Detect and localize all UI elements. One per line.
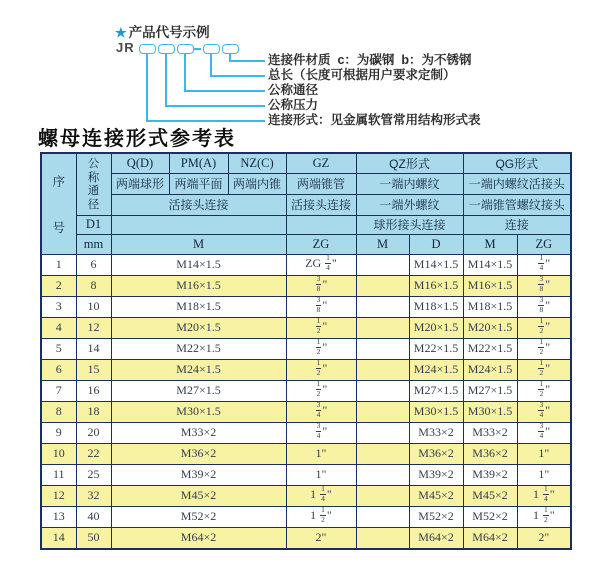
cell-seq: 1 (41, 254, 76, 275)
header-cell-m: M (111, 234, 286, 254)
header-cell-union_conn: 活接头连接 (111, 194, 286, 215)
cell-qz_m (356, 443, 409, 464)
table-row (41, 401, 571, 422)
cell-mm: 18 (76, 401, 111, 422)
table-row (41, 296, 571, 317)
cell-m: M52×2 (111, 506, 286, 527)
cell-m: M16×1.5 (111, 275, 286, 296)
header-cell-qz_m: M (356, 234, 409, 254)
cell-qg_m: M24×1.5 (463, 359, 517, 380)
header-cell-d1: D1 (76, 215, 111, 234)
table-row (41, 380, 571, 401)
cell-seq: 11 (41, 464, 76, 485)
table-row (41, 422, 571, 443)
cell-m: M33×2 (111, 422, 286, 443)
cell-qg_m: M36×2 (463, 443, 517, 464)
diagram-title-text: 产品代号示例 (128, 25, 210, 40)
cell-m: M14×1.5 (111, 254, 286, 275)
header-cell-qg_conn: 连接 (463, 215, 571, 234)
cell-qg_zg: $\frac{3}{4}$ " (517, 401, 571, 422)
cell-qg_zg: $\frac{1}{2}$ " (517, 338, 571, 359)
cell-gz: $\frac{1}{2}$ " (286, 317, 356, 338)
diagram-label-material: 连接件材质 c：为碳钢 b：为不锈钢 (268, 53, 472, 67)
cell-qz_d: M30×1.5 (409, 401, 463, 422)
cell-seq: 6 (41, 359, 76, 380)
table-row (41, 359, 571, 380)
reference-table (40, 152, 572, 550)
cell-seq: 7 (41, 380, 76, 401)
diagram-label-nominal-pressure: 公称压力 (268, 98, 319, 112)
cell-qg_zg: $\frac{3}{4}$ " (517, 422, 571, 443)
header-cell-qg_zg: ZG (517, 234, 571, 254)
header-cell-seq: 序 号 (41, 153, 76, 254)
cell-qz_d: M33×2 (409, 422, 463, 443)
connector-line (229, 60, 265, 62)
cell-mm: 15 (76, 359, 111, 380)
cell-gz: $\frac{1}{2}$ " (286, 338, 356, 359)
cell-gz: $\frac{1}{2}$ " (286, 359, 356, 380)
cell-qz_d: M14×1.5 (409, 254, 463, 275)
cell-qz_m (356, 296, 409, 317)
cell-gz: 1" (286, 443, 356, 464)
cell-gz: 1 $\frac{1}{2}$ " (286, 506, 356, 527)
table-title: 螺母连接形式参考表 (38, 128, 236, 150)
cell-qg_zg: 1 $\frac{1}{2}$ " (517, 506, 571, 527)
cell-qz_m (356, 380, 409, 401)
header-cell-nz_desc: 两端内锥 (228, 173, 286, 194)
cell-qg_zg: $\frac{3}{8}$ " (517, 275, 571, 296)
header-cell-qz_desc1: 一端内螺纹 (356, 173, 463, 194)
cell-mm: 14 (76, 338, 111, 359)
table-row (41, 275, 571, 296)
cell-mm: 20 (76, 422, 111, 443)
cell-mm: 16 (76, 380, 111, 401)
cell-qg_zg: $\frac{1}{2}$ " (517, 359, 571, 380)
diagram-label-total-length: 总长（长度可根据用户要求定制） (268, 68, 456, 82)
cell-qz_d: M36×2 (409, 443, 463, 464)
table-row (41, 317, 571, 338)
table-head (41, 153, 571, 254)
code-box-total-length (203, 44, 220, 54)
cell-m: M30×1.5 (111, 401, 286, 422)
cell-qz_m (356, 317, 409, 338)
cell-qg_m: M27×1.5 (463, 380, 517, 401)
cell-qz_m (356, 464, 409, 485)
diagram-label-connection-type: 连接形式：见金属软管常用结构形式表 (268, 113, 481, 127)
connector-line (184, 54, 186, 90)
cell-qg_m: M18×1.5 (463, 296, 517, 317)
cell-gz: $\frac{3}{8}$ " (286, 296, 356, 317)
cell-m: M18×1.5 (111, 296, 286, 317)
cell-qz_d: M27×1.5 (409, 380, 463, 401)
table-row (41, 485, 571, 506)
cell-qz_d: M20×1.5 (409, 317, 463, 338)
header-cell-qg_desc2: 一端锥管螺纹接头 (463, 194, 571, 215)
header-cell-qg_desc1: 一端内螺纹活接头 (463, 173, 571, 194)
header-cell-col_qg: QG形式 (463, 153, 571, 173)
table-row (41, 527, 571, 549)
cell-qg_zg: $\frac{1}{2}$ " (517, 380, 571, 401)
cell-m: M39×2 (111, 464, 286, 485)
header-cell-blank (111, 215, 286, 234)
cell-qg_m: M52×2 (463, 506, 517, 527)
connector-line (165, 105, 265, 107)
cell-seq: 9 (41, 422, 76, 443)
cell-qg_zg: $\frac{1}{4}$ " (517, 254, 571, 275)
cell-qz_m (356, 359, 409, 380)
header-cell-zg: ZG (286, 234, 356, 254)
cell-gz: 2" (286, 527, 356, 549)
cell-qz_d: M64×2 (409, 527, 463, 549)
cell-qg_zg: 1 $\frac{1}{4}$ " (517, 485, 571, 506)
cell-m: M64×2 (111, 527, 286, 549)
cell-qz_m (356, 422, 409, 443)
cell-qz_m (356, 401, 409, 422)
table-row (41, 338, 571, 359)
table-row (41, 506, 571, 527)
header-cell-col_qz: QZ形式 (356, 153, 463, 173)
table-row (41, 254, 571, 275)
cell-m: M36×2 (111, 443, 286, 464)
cell-mm: 50 (76, 527, 111, 549)
cell-seq: 2 (41, 275, 76, 296)
cell-qg_m: M20×1.5 (463, 317, 517, 338)
table-row (41, 464, 571, 485)
cell-qz_m (356, 254, 409, 275)
connector-line (146, 54, 148, 120)
connector-line (165, 54, 167, 105)
header-cell-gz_desc: 两端锥管 (286, 173, 356, 194)
connector-line (210, 75, 265, 77)
diagram-title (115, 21, 210, 41)
header-cell-col_q: Q(D) (111, 153, 169, 173)
cell-m: M20×1.5 (111, 317, 286, 338)
cell-qz_m (356, 527, 409, 549)
cell-m: M45×2 (111, 485, 286, 506)
cell-qg_m: M30×1.5 (463, 401, 517, 422)
code-dash (194, 48, 201, 50)
header-cell-q_desc: 两端球形 (111, 173, 169, 194)
code-box-nominal-pressure (158, 44, 175, 54)
cell-gz: $\frac{3}{8}$ " (286, 275, 356, 296)
cell-m: M24×1.5 (111, 359, 286, 380)
cell-qz_d: M39×2 (409, 464, 463, 485)
cell-gz: $\frac{3}{4}$ " (286, 401, 356, 422)
cell-mm: 32 (76, 485, 111, 506)
cell-mm: 8 (76, 275, 111, 296)
cell-mm: 25 (76, 464, 111, 485)
cell-mm: 12 (76, 317, 111, 338)
cell-gz: 1 $\frac{1}{4}$ " (286, 485, 356, 506)
cell-qg_zg: $\frac{1}{2}$ " (517, 317, 571, 338)
cell-qz_m (356, 485, 409, 506)
header-cell-mm: mm (76, 234, 111, 254)
header-cell-qz_conn: 球形接头连接 (356, 215, 463, 234)
cell-m: M22×1.5 (111, 338, 286, 359)
header-cell-pm_desc: 两端平面 (169, 173, 228, 194)
table-body (41, 254, 571, 549)
cell-seq: 8 (41, 401, 76, 422)
code-prefix: JR (116, 40, 135, 55)
cell-qz_d: M18×1.5 (409, 296, 463, 317)
cell-qg_m: M39×2 (463, 464, 517, 485)
cell-qg_zg: 1" (517, 443, 571, 464)
cell-gz: 1" (286, 464, 356, 485)
cell-qz_d: M24×1.5 (409, 359, 463, 380)
cell-qg_zg: $\frac{3}{8}$ " (517, 296, 571, 317)
cell-qz_d: M16×1.5 (409, 275, 463, 296)
cell-seq: 4 (41, 317, 76, 338)
header-cell-nominal_diameter: 公 称 通 径 (76, 153, 111, 215)
cell-qg_m: M33×2 (463, 422, 517, 443)
cell-qz_m (356, 275, 409, 296)
header-cell-qz_desc2: 一端外螺纹 (356, 194, 463, 215)
header-cell-gz_union: 活接头连接 (286, 194, 356, 215)
code-box-material (222, 44, 239, 54)
header-cell-col_pm: PM(A) (169, 153, 228, 173)
cell-qz_d: M52×2 (409, 506, 463, 527)
header-cell-qg_m: M (463, 234, 517, 254)
cell-qz_d: M22×1.5 (409, 338, 463, 359)
cell-gz: $\frac{1}{2}$ " (286, 380, 356, 401)
connector-line (210, 54, 212, 75)
header-cell-blank (286, 215, 356, 234)
cell-mm: 22 (76, 443, 111, 464)
cell-qg_m: M45×2 (463, 485, 517, 506)
cell-qg_m: M14×1.5 (463, 254, 517, 275)
cell-seq: 3 (41, 296, 76, 317)
cell-seq: 14 (41, 527, 76, 549)
cell-gz: ZG $\frac{1}{4}$ " (286, 254, 356, 275)
code-box-connection-type (139, 44, 156, 54)
table-row (41, 443, 571, 464)
cell-seq: 5 (41, 338, 76, 359)
header-cell-col_nz: NZ(C) (228, 153, 286, 173)
cell-qg_m: M22×1.5 (463, 338, 517, 359)
header-cell-col_gz: GZ (286, 153, 356, 173)
diagram-label-nominal-diameter: 公称通径 (268, 83, 319, 97)
cell-qz_m (356, 338, 409, 359)
cell-qz_m (356, 506, 409, 527)
cell-seq: 13 (41, 506, 76, 527)
cell-qz_d: M45×2 (409, 485, 463, 506)
star-icon: ★ (115, 25, 127, 40)
cell-mm: 10 (76, 296, 111, 317)
cell-qg_zg: 2" (517, 527, 571, 549)
cell-seq: 12 (41, 485, 76, 506)
cell-m: M27×1.5 (111, 380, 286, 401)
code-box-nominal-diameter (177, 44, 194, 54)
cell-mm: 40 (76, 506, 111, 527)
header-cell-qz_d: D (409, 234, 463, 254)
cell-qg_zg: 1" (517, 464, 571, 485)
cell-qg_m: M16×1.5 (463, 275, 517, 296)
cell-gz: $\frac{3}{4}$ " (286, 422, 356, 443)
cell-qg_m: M64×2 (463, 527, 517, 549)
cell-mm: 6 (76, 254, 111, 275)
connector-line (184, 90, 265, 92)
cell-seq: 10 (41, 443, 76, 464)
